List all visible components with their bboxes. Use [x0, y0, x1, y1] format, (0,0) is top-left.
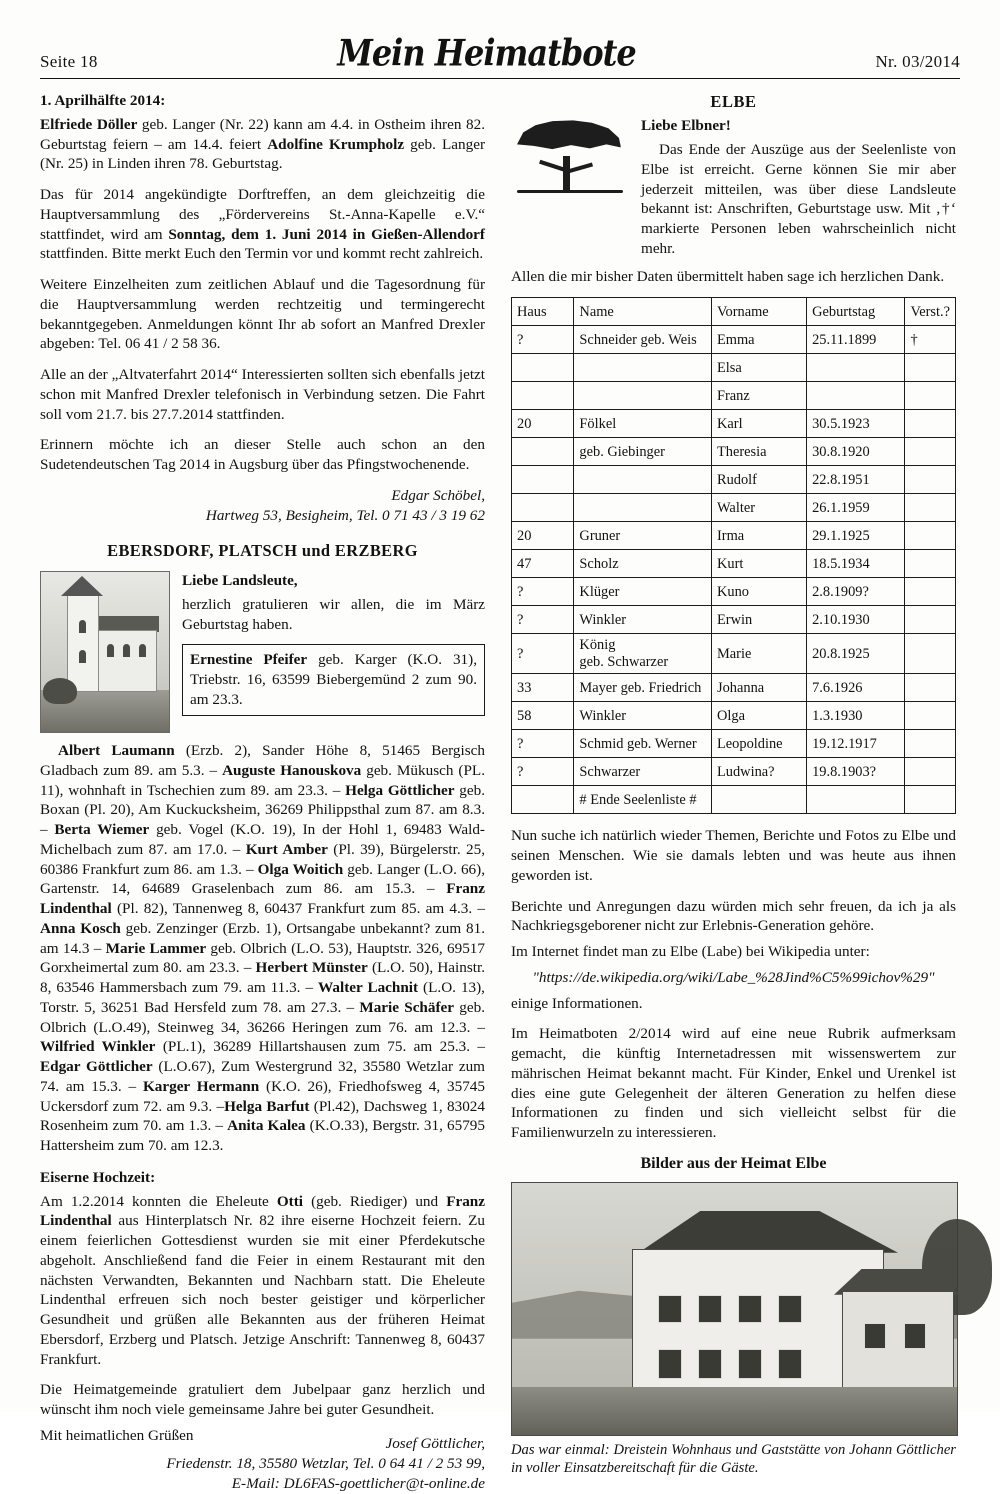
table-cell — [905, 438, 956, 466]
table-cell: Elsa — [712, 354, 807, 382]
text-p2c: stattfinden. Bitte merkt Euch den Termin vor und kommt recht zahlreich. — [40, 245, 484, 263]
table-cell: ? — [512, 578, 574, 606]
table-cell — [574, 382, 712, 410]
table-row — [512, 674, 956, 702]
table-cell: Franz — [712, 382, 807, 410]
table-row — [512, 438, 956, 466]
table-cell — [512, 382, 574, 410]
table-cell: 26.1.1959 — [807, 494, 905, 522]
paragraph-themen: Nun suche ich natürlich wieder Themen, Berichte und Fotos zu Elbe und seinen Menschen. Wie sie damals lebten und was heute aus ihnen geworden ist. — [511, 827, 956, 884]
table-cell: Ludwina? — [712, 758, 807, 786]
section-heading-elbe: ELBE — [710, 92, 757, 111]
section-heading-eiserne-hochzeit: Eiserne Hochzeit: — [40, 1168, 156, 1186]
table-row — [512, 606, 956, 634]
paragraph-hochzeit — [40, 1192, 485, 1370]
paragraph-gruesse: Mit heimatlichen Grüßen — [40, 1426, 194, 1444]
greeting-elbner: Liebe Elbner! — [641, 117, 731, 135]
table-row — [512, 494, 956, 522]
table-cell — [905, 494, 956, 522]
col-haus: Haus — [512, 298, 574, 326]
table-cell — [574, 466, 712, 494]
table-cell — [574, 494, 712, 522]
table-row — [512, 786, 956, 814]
table-cell: ? — [512, 730, 574, 758]
table-cell — [574, 354, 712, 382]
seelenliste-table — [511, 297, 956, 814]
paragraph-internet: Im Internet findet man zu Elbe (Labe) bei Wikipedia unter: — [511, 943, 870, 961]
table-cell: Schwarzer — [574, 758, 712, 786]
birthday-list-text: Albert Laumann (Erzb. 2), Sander Höhe 8, 51465 Bergisch Gladbach zum 89. am 5.3. – Auguste Hanouskova geb. Mükusch (PL. 11), wohnhaft in Tschechien zum 89. am 23.3. – Helga Göttlicher geb. Boxan (Pl. 20), Am Kuckucksheim, 36269 Philippsthal zum 87. am 8.3. – Berta Wiemer geb. Vogel (K.O. 19), In der Hohl 1, 69483 Wald-Michelbach zum 87. am 17.0. – Kurt Amber (Pl. 39), Bürgelerstr. 25, 60386 Frankfurt zum 86. am 1.3. – Olga Woitich geb. Langer (L.O. 66), Gartenstr. 14, 64689 Graselenbach zum 86. am 15.3. – Franz Lindenthal (Pl. 82), Tannenweg 8, 60437 Frankfurt zum 85. am 4.3. – Anna Kosch geb. Zenzinger (Erzb. 1), Ortsangabe unbekannt? zum 81. am 14.3 – Marie Lammer geb. Olbrich (L.O. 53), Hauptstr. 326, 69517 Gorxheimertal zum 80. am 23.3. – Herbert Münster (L.O. 50), Hainstr. 8, 63546 Hammersbach zum 79. am 11.3. – Walter Lachnit (L.O. 13), Torstr. 5, 36251 Bad Hersfeld zum 78. am 27.3. – Marie Schäfer geb. Olbrich (L.O.49), Steinweg 34, 36266 Heringen zum 76. am 12.3. – Wilfried Winkler (PL.1), 36289 Hillartshausen zum 75. am 25.3. – Edgar Göttlicher (L.O.67), Zum Westergrund 32, 35580 Wetzlar zum 74. am 15.3. – Karger Hermann (K.O. 26), Friedhofsweg 4, 35745 Uckersdorf zum 72. am 9.3. –Helga Barfut (Pl.42), Dachsweg 1, 83024 Rosenheim zum 70. am 1.3. – Anita Kalea (K.O.33), Bergstr. 31, 65795 Hattersheim zum 70. am 12.3. — [40, 742, 486, 1155]
table-cell: Leopoldine — [712, 730, 807, 758]
paragraph-dank: Allen die mir bisher Daten übermittelt haben sage ich herzlichen Dank. — [511, 267, 945, 285]
paragraph-details: Weitere Einzelheiten zum zeitlichen Ablauf und die Tagesordnung für die Hauptversammlung werden rechtzeitig und termingerecht bekanntgegeben. Anmeldungen könnt Ihr ab sofort an Manfred Drexler abgeben: Tel. 06 41 / 2 58 36. — [40, 276, 485, 353]
table-cell: König geb. Schwarzer — [574, 634, 712, 674]
left-column — [40, 91, 486, 1492]
table-cell: Theresia — [712, 438, 807, 466]
table-cell: 20 — [512, 522, 574, 550]
table-cell: 33 — [512, 674, 574, 702]
table-cell: 22.8.1951 — [807, 466, 905, 494]
table-cell: Winkler — [574, 702, 712, 730]
table-cell: Gruner — [574, 522, 712, 550]
table-row — [512, 326, 956, 354]
photo-caption: Das war einmal: Dreistein Wohnhaus und Gaststätte von Johann Göttlicher in voller Einsatzbereitschaft für die Gäste. — [511, 1441, 956, 1477]
table-cell — [807, 354, 905, 382]
table-cell: Schneider geb. Weis — [574, 326, 712, 354]
table-cell: 19.8.1903? — [807, 758, 905, 786]
table-cell: 25.11.1899 — [807, 326, 905, 354]
col-geburtstag: Geburtstag — [807, 298, 905, 326]
table-row — [512, 758, 956, 786]
bilder-heading: Bilder aus der Heimat Elbe — [640, 1154, 827, 1172]
table-row — [512, 410, 956, 438]
table-cell — [905, 702, 956, 730]
table-row — [512, 382, 956, 410]
signature-name: Edgar Schöbel, — [391, 486, 485, 504]
paragraph-informationen: einige Informationen. — [511, 994, 643, 1012]
greeting-landsleute: Liebe Landsleute, — [182, 572, 298, 590]
table-cell: 47 — [512, 550, 574, 578]
table-cell — [905, 758, 956, 786]
box-name: Ernestine Pfeifer — [190, 651, 308, 669]
table-cell: 29.1.1925 — [807, 522, 905, 550]
name-adolfine-krumpholz: Adolfine Krumpholz — [267, 135, 405, 153]
tree-illustration — [511, 116, 631, 202]
table-header-row — [512, 298, 956, 326]
signature-edgar-schoebel — [40, 486, 485, 526]
publication-title: Mein Heimatbote — [337, 31, 636, 75]
masthead — [40, 26, 960, 75]
table-cell — [905, 410, 956, 438]
text-p1b: geb. Langer (Nr. 22) kann am 4.4. in Ostheim ihren 82. Geburtstag feiern – am 14.4. feiert — [40, 115, 486, 153]
table-cell: ? — [512, 326, 574, 354]
table-cell: Marie — [712, 634, 807, 674]
hochzeit-text: Am 1.2.2014 konnten die Eheleute Otti (geb. Riediger) und Franz Lindenthal aus Hinterplatsch Nr. 82 ihre eiserne Hochzeit feiern. Zu einem feierlichen Gottesdienst wurden sie mit einer Pferdekutsche abgeholt. Anschließend fand die Feier in einem Restaurant mit den nächsten Verwandten, Bekannten und Nachbarn statt. Die Eheleute Lindenthal erfreuen sich noch bester geistiger und körperlicher Gesundheit und grüßen alle Bekannten aus der früheren Heimat Ebersdorf, Erzberg und Platsch. Jetzige Anschrift: Tannenweg 8, 60437 Frankfurt. — [40, 1192, 485, 1368]
col-vorname: Vorname — [712, 298, 807, 326]
elbe-intro-text: Das Ende der Auszüge aus der Seelenliste von Elbe ist erreicht. Gerne können Sie mir aber jederzeit mitteilen, was über diese Landsleute bekannt ist: Anschriften, Geburtstage usw. Mit ‚†‘ markierte Personen leben wahrscheinlich nicht mehr. — [641, 141, 956, 257]
signature2-address: Friedenstr. 18, 35580 Wetzlar, Tel. 0 64 41 / 2 53 99, — [166, 1454, 485, 1472]
header-divider — [40, 78, 960, 79]
greeting-text: herzlich gratulieren wir allen, die im März Geburtstag haben. — [182, 595, 485, 633]
table-cell: 18.5.1934 — [807, 550, 905, 578]
table-cell — [905, 606, 956, 634]
table-cell: Kuno — [712, 578, 807, 606]
section-heading-ebersdorf: EBERSDORF, PLATSCH und ERZBERG — [107, 540, 418, 560]
table-cell — [712, 786, 807, 814]
table-cell: 7.6.1926 — [807, 674, 905, 702]
paragraph-birthday-list — [40, 741, 485, 1156]
table-cell: Irma — [712, 522, 807, 550]
table-cell: Kurt — [712, 550, 807, 578]
box-details: geb. Karger (K.O. 31), Triebstr. 16, 63599 Biebergemünd 2 zum 90. am 23.3. — [190, 651, 477, 708]
table-cell: 19.12.1917 — [807, 730, 905, 758]
table-cell: 30.5.1923 — [807, 410, 905, 438]
table-cell — [512, 438, 574, 466]
paragraph-rubrik: Im Heimatboten 2/2014 wird auf eine neue Rubrik aufmerksam gemacht, die künftig Internetadressen mit wissenswertem zur mährischen Heimat bekannt macht. Für Kinder, Enkel und Urenkel ist dies eine gute Gelegenheit der älteren Generation zu helfen diese Informationen zu finden und sich vielleicht selbst für die Familienwurzeln zu interessieren. — [511, 1025, 956, 1142]
table-row — [512, 522, 956, 550]
elbe-intro-block — [511, 116, 956, 258]
issue-number: Nr. 03/2014 — [875, 52, 960, 71]
table-cell: Erwin — [712, 606, 807, 634]
table-cell — [905, 522, 956, 550]
two-column-body — [40, 91, 960, 1492]
table-cell — [905, 466, 956, 494]
paragraph-birthdays-april — [40, 115, 485, 174]
signature-address: Hartweg 53, Besigheim, Tel. 0 71 43 / 3 19 62 — [205, 506, 485, 524]
table-row — [512, 354, 956, 382]
table-cell — [512, 494, 574, 522]
table-cell: Schmid geb. Werner — [574, 730, 712, 758]
table-cell — [905, 578, 956, 606]
heimat-photo — [511, 1182, 958, 1436]
text-p1d: geb. Langer (Nr. 25) in Linden ihren 78. Geburtstag. — [40, 135, 485, 173]
signature2-name: Josef Göttlicher, — [385, 1434, 485, 1452]
table-cell: Emma — [712, 326, 807, 354]
table-cell — [512, 786, 574, 814]
table-cell — [905, 382, 956, 410]
table-cell: ? — [512, 758, 574, 786]
table-cell: ? — [512, 606, 574, 634]
table-row — [512, 702, 956, 730]
table-cell: Karl — [712, 410, 807, 438]
signature2-email[interactable]: E-Mail: DL6FAS-goettlicher@t-online.de — [231, 1474, 485, 1492]
wikipedia-link[interactable]: "https://de.wikipedia.org/wiki/Labe_%28Jind%C5%99ichov%29" — [532, 968, 935, 986]
table-cell — [905, 550, 956, 578]
paragraph-dorftreffen — [40, 185, 485, 264]
table-cell: # Ende Seelenliste # — [574, 786, 712, 814]
text-p2a: Das für 2014 angekündigte Dorftreffen, an dem gleichzeitig die Hauptversammlung des „Fördervereins St.-Anna-Kapelle e.V.“ stattfindet, wird am — [40, 186, 485, 243]
table-cell — [905, 634, 956, 674]
table-cell: Johanna — [712, 674, 807, 702]
table-cell: geb. Giebinger — [574, 438, 712, 466]
paragraph-sudetendeutscher-tag: Erinnern möchte ich an dieser Stelle auch schon an den Sudetendeutschen Tag 2014 in Augsburg über das Pfingstwochenende. — [40, 436, 485, 473]
table-cell — [905, 786, 956, 814]
table-cell: Olga — [712, 702, 807, 730]
table-cell: Walter — [712, 494, 807, 522]
table-cell — [905, 354, 956, 382]
table-cell: Winkler — [574, 606, 712, 634]
table-cell: 1.3.1930 — [807, 702, 905, 730]
text-event-date: Sonntag, dem 1. Juni 2014 in Gießen-Allendorf — [168, 225, 485, 243]
table-cell: 2.8.1909? — [807, 578, 905, 606]
paragraph-berichte: Berichte und Anregungen dazu würden mich sehr freuen, da ich ja als Nachkriegsgeborener nicht zur Erlebnis-Generation gehöre. — [511, 897, 956, 935]
table-cell: Scholz — [574, 550, 712, 578]
table-cell: Mayer geb. Friedrich — [574, 674, 712, 702]
table-cell: 20.8.1925 — [807, 634, 905, 674]
name-elfriede-doeller: Elfriede Döller — [40, 115, 138, 133]
table-cell: 30.8.1920 — [807, 438, 905, 466]
table-row — [512, 550, 956, 578]
table-cell: ? — [512, 634, 574, 674]
right-column — [511, 91, 956, 1477]
table-cell — [807, 382, 905, 410]
paragraph-altvaterfahrt: Alle an der „Altvaterfahrt 2014“ Interessierten sollten sich ebenfalls jetzt schon mit Manfred Drexler telefonisch in Verbindung setzen. Die Fahrt soll vom 21.7. bis 27.7.2014 stattfinden. — [40, 366, 485, 423]
table-cell: 20 — [512, 410, 574, 438]
table-cell — [807, 786, 905, 814]
section-heading-aprilhaelfte: 1. Aprilhälfte 2014: — [40, 92, 166, 109]
table-row — [512, 730, 956, 758]
table-cell: 58 — [512, 702, 574, 730]
table-cell: Fölkel — [574, 410, 712, 438]
table-row — [512, 634, 956, 674]
table-cell: Rudolf — [712, 466, 807, 494]
paragraph-gratulation: Die Heimatgemeinde gratuliert dem Jubelpaar ganz herzlich und wünscht ihm noch viele gemeinsame Jahre bei guter Gesundheit. — [40, 1381, 485, 1419]
table-cell: † — [905, 326, 956, 354]
table-row — [512, 466, 956, 494]
table-cell — [512, 466, 574, 494]
table-cell — [905, 674, 956, 702]
table-row — [512, 578, 956, 606]
table-cell: Klüger — [574, 578, 712, 606]
page-number: Seite 18 — [40, 52, 98, 71]
table-cell — [905, 730, 956, 758]
table-cell — [512, 354, 574, 382]
church-photo — [40, 571, 170, 733]
col-name: Name — [574, 298, 712, 326]
highlight-box-ernestine-pfeifer — [182, 644, 485, 715]
table-cell: 2.10.1930 — [807, 606, 905, 634]
col-verstorben: Verst.? — [905, 298, 956, 326]
church-photo-block — [40, 571, 485, 733]
